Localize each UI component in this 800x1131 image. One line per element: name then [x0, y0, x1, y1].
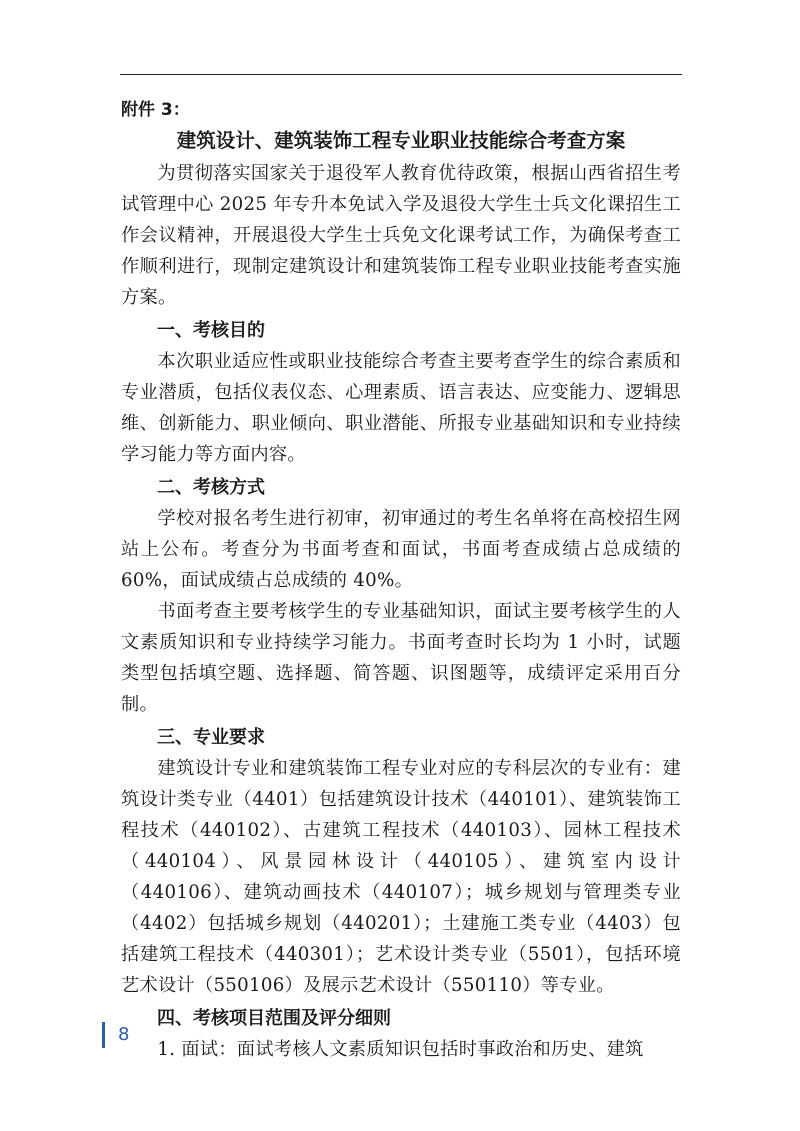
section-4-paragraph: 1. 面试：面试考核人文素质知识包括时事政治和历史、建筑: [157, 1039, 644, 1060]
section-2-paragraph-1: 学校对报名考生进行初审，初审通过的考生名单将在高校招生网站上公布。考查分为书面考查和面试，书面考查成绩占总成绩的 60%，面试成绩占总成绩的 40%。: [121, 508, 681, 591]
document-body: [121, 96, 681, 1065]
page-number: 8: [118, 1024, 130, 1045]
section-2-heading: 二、考核方式: [157, 477, 265, 498]
intro-paragraph: 为贯彻落实国家关于退役军人教育优待政策，根据山西省招生考试管理中心 2025 年专升本免试入学及退役大学生士兵文化课招生工作会议精神，开展退役大学生士兵免文化课考试工作，为确保考查工作顺利进行，现制定建筑设计和建筑装饰工程专业职业技能考查实施方案。: [121, 163, 681, 308]
section-1-heading: 一、考核目的: [157, 320, 265, 341]
header-rule: [120, 74, 682, 75]
page-number-accent-bar: [102, 1022, 105, 1048]
section-2-paragraph-2: 书面考查主要考核学生的专业基础知识，面试主要考核学生的人文素质知识和专业持续学习能力。书面考查时长均为 1 小时，试题类型包括填空题、选择题、简答题、识图题等，成绩评定采用百分制。: [121, 601, 681, 715]
document-title: 建筑设计、建筑装饰工程专业职业技能综合考查方案: [176, 129, 626, 152]
attachment-label: 附件 3：: [121, 100, 190, 120]
section-3-paragraph: 建筑设计专业和建筑装饰工程专业对应的专科层次的专业有：建筑设计类专业（4401）包括建筑设计技术（440101）、建筑装饰工程技术（440102）、古建筑工程技术（440103）、园林工程技术（440104）、风景园林设计（440105）、建筑室内设计（440106）、建筑动画技术（440107）；城乡规划与管理类专业（4402）包括城乡规划（440201）；土建施工类专业（4403）包括建筑工程技术（440301）；艺术设计类专业（5501），包括环境艺术设计（550106）及展示艺术设计（550110）等专业。: [121, 758, 681, 996]
section-1-paragraph: 本次职业适应性或职业技能综合考查主要考查学生的综合素质和专业潜质，包括仪表仪态、心理素质、语言表达、应变能力、逻辑思维、创新能力、职业倾向、职业潜能、所报专业基础知识和专业持续学习能力等方面内容。: [121, 351, 681, 465]
section-3-heading: 三、专业要求: [157, 727, 265, 748]
section-4-heading: 四、考核项目范围及评分细则: [157, 1008, 391, 1029]
